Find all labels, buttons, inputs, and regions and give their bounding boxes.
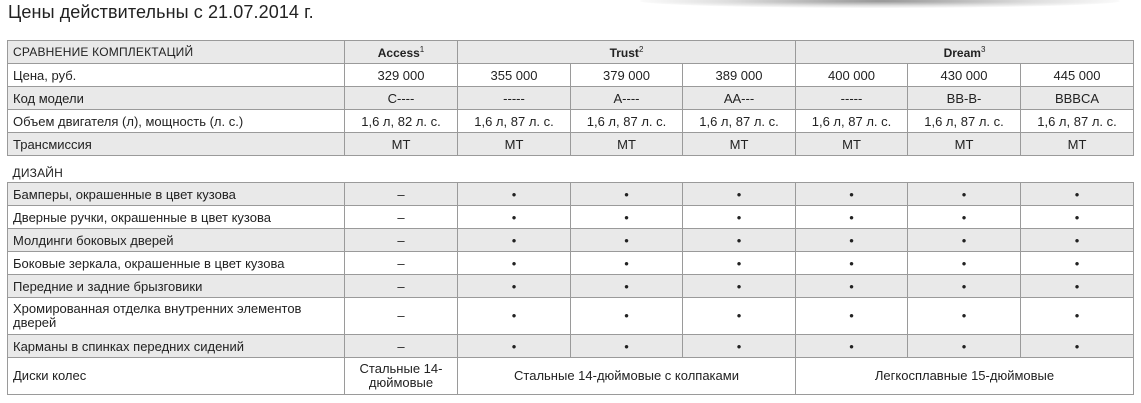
table-cell: • bbox=[571, 229, 683, 252]
group-trust bbox=[458, 41, 796, 64]
table-cell: • bbox=[683, 206, 796, 229]
table-cell: • bbox=[683, 335, 796, 358]
table-cell: – bbox=[345, 183, 458, 206]
table-cell: MT bbox=[458, 133, 571, 156]
table-cell: • bbox=[571, 335, 683, 358]
page-title: Цены действительны с 21.07.2014 г. bbox=[8, 2, 314, 22]
table-cell: – bbox=[345, 252, 458, 275]
row-label: Боковые зеркала, окрашенные в цвет кузова bbox=[8, 252, 345, 275]
table-cell: • bbox=[796, 183, 908, 206]
table-cell: 400 000 bbox=[796, 64, 908, 87]
row-label: Бамперы, окрашенные в цвет кузова bbox=[8, 183, 345, 206]
table-cell: • bbox=[908, 252, 1021, 275]
table-cell: • bbox=[683, 275, 796, 298]
table-cell: MT bbox=[345, 133, 458, 156]
table-cell: 1,6 л, 87 л. с. bbox=[908, 110, 1021, 133]
table-row bbox=[8, 275, 1134, 298]
table-cell: • bbox=[908, 183, 1021, 206]
table-cell: • bbox=[908, 206, 1021, 229]
table-cell: 329 000 bbox=[345, 64, 458, 87]
table-cell: 430 000 bbox=[908, 64, 1021, 87]
table-cell: BBBCA bbox=[1021, 87, 1134, 110]
group-access bbox=[345, 41, 458, 64]
table-cell: • bbox=[908, 275, 1021, 298]
table-cell: – bbox=[345, 275, 458, 298]
table-cell: • bbox=[683, 183, 796, 206]
decorative-shadow bbox=[640, 0, 1120, 8]
table-cell: • bbox=[571, 183, 683, 206]
wheels-dream: Легкосплавные 15-дюймовые bbox=[796, 358, 1134, 395]
table-cell: A---- bbox=[571, 87, 683, 110]
table-cell: • bbox=[1021, 298, 1134, 335]
table-row bbox=[8, 252, 1134, 275]
group-name: Access bbox=[377, 45, 420, 60]
table-cell: • bbox=[458, 275, 571, 298]
table-cell: • bbox=[796, 206, 908, 229]
table-cell: • bbox=[571, 298, 683, 335]
table-cell: 1,6 л, 87 л. с. bbox=[458, 110, 571, 133]
table-cell: – bbox=[345, 298, 458, 335]
table-cell: • bbox=[1021, 252, 1134, 275]
table-cell: • bbox=[908, 335, 1021, 358]
row-label: Объем двигателя (л), мощность (л. с.) bbox=[8, 110, 345, 133]
table-cell: • bbox=[458, 298, 571, 335]
table-cell: 1,6 л, 87 л. с. bbox=[571, 110, 683, 133]
table-cell: – bbox=[345, 229, 458, 252]
table-cell: • bbox=[458, 335, 571, 358]
table-cell: – bbox=[345, 335, 458, 358]
table-cell: – bbox=[345, 206, 458, 229]
group-name: Dream bbox=[943, 45, 981, 60]
table-cell: • bbox=[458, 229, 571, 252]
table-cell: • bbox=[683, 229, 796, 252]
table-cell: ----- bbox=[458, 87, 571, 110]
row-label: Трансмиссия bbox=[8, 133, 345, 156]
table-cell: 1,6 л, 87 л. с. bbox=[1021, 110, 1134, 133]
table-cell: MT bbox=[1021, 133, 1134, 156]
table-cell: • bbox=[571, 252, 683, 275]
table-cell: 389 000 bbox=[683, 64, 796, 87]
group-note: 2 bbox=[638, 44, 644, 54]
design-section bbox=[8, 183, 1134, 358]
table-cell: C---- bbox=[345, 87, 458, 110]
wheels-access: Стальные 14-дюймовые bbox=[345, 358, 458, 395]
table-cell: • bbox=[571, 275, 683, 298]
table-row bbox=[8, 110, 1134, 133]
table-row bbox=[8, 335, 1134, 358]
table-cell: 1,6 л, 87 л. с. bbox=[796, 110, 908, 133]
header-label: СРАВНЕНИЕ КОМПЛЕКТАЦИЙ bbox=[8, 41, 345, 64]
row-label: Молдинги боковых дверей bbox=[8, 229, 345, 252]
table-cell: • bbox=[796, 335, 908, 358]
table-cell: • bbox=[796, 229, 908, 252]
row-label: Дверные ручки, окрашенные в цвет кузова bbox=[8, 206, 345, 229]
table-cell: • bbox=[908, 298, 1021, 335]
table-cell: MT bbox=[796, 133, 908, 156]
table-cell: • bbox=[1021, 229, 1134, 252]
table-cell: • bbox=[1021, 183, 1134, 206]
table-row bbox=[8, 206, 1134, 229]
table-row bbox=[8, 298, 1134, 335]
table-cell: 1,6 л, 82 л. с. bbox=[345, 110, 458, 133]
group-note: 3 bbox=[980, 44, 986, 54]
table-row bbox=[8, 133, 1134, 156]
table-cell: • bbox=[1021, 335, 1134, 358]
row-label: Карманы в спинках передних сидений bbox=[8, 335, 345, 358]
table-cell: • bbox=[458, 206, 571, 229]
table-cell: MT bbox=[683, 133, 796, 156]
table-row bbox=[8, 87, 1134, 110]
table-cell: AA--- bbox=[683, 87, 796, 110]
table-cell: • bbox=[796, 298, 908, 335]
group-note: 1 bbox=[419, 44, 425, 54]
row-label: Хромированная отделка внутренних элементов дверей bbox=[8, 298, 345, 335]
table-cell: • bbox=[571, 206, 683, 229]
group-dream bbox=[796, 41, 1134, 64]
table-cell: 379 000 bbox=[571, 64, 683, 87]
table-row bbox=[8, 229, 1134, 252]
table-cell: • bbox=[908, 229, 1021, 252]
header-row bbox=[8, 41, 1134, 64]
table-cell: ----- bbox=[796, 87, 908, 110]
table-cell: 445 000 bbox=[1021, 64, 1134, 87]
table-row bbox=[8, 64, 1134, 87]
table-cell: • bbox=[458, 183, 571, 206]
table-cell: • bbox=[1021, 206, 1134, 229]
design-section-header bbox=[8, 156, 1134, 183]
table-cell: • bbox=[458, 252, 571, 275]
table-row-wheels bbox=[8, 358, 1134, 395]
table-cell: 355 000 bbox=[458, 64, 571, 87]
row-label: Цена, руб. bbox=[8, 64, 345, 87]
wheels-trust: Стальные 14-дюймовые с колпаками bbox=[458, 358, 796, 395]
table-cell: • bbox=[796, 252, 908, 275]
row-label: Диски колес bbox=[8, 358, 345, 395]
table-cell: • bbox=[683, 298, 796, 335]
group-name: Trust bbox=[609, 45, 639, 60]
table-cell: • bbox=[683, 252, 796, 275]
table-row bbox=[8, 183, 1134, 206]
design-section-label: ДИЗАЙН bbox=[12, 166, 63, 180]
specs-section bbox=[8, 64, 1134, 156]
comparison-table bbox=[7, 40, 1134, 395]
table-cell: MT bbox=[571, 133, 683, 156]
row-label: Передние и задние брызговики bbox=[8, 275, 345, 298]
table-cell: • bbox=[1021, 275, 1134, 298]
table-cell: • bbox=[796, 275, 908, 298]
table-cell: BB-B- bbox=[908, 87, 1021, 110]
table-cell: 1,6 л, 87 л. с. bbox=[683, 110, 796, 133]
row-label: Код модели bbox=[8, 87, 345, 110]
table-cell: MT bbox=[908, 133, 1021, 156]
